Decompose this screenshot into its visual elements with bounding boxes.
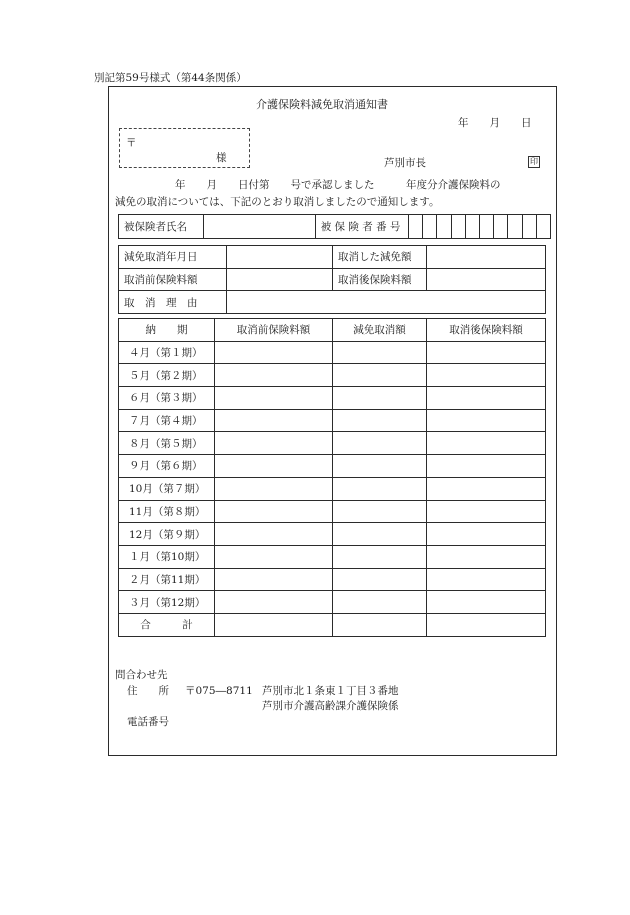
issue-date: 年 月 日 bbox=[458, 117, 532, 129]
insured-number-digit[interactable] bbox=[437, 215, 451, 239]
cell[interactable] bbox=[333, 455, 427, 478]
cell[interactable] bbox=[333, 500, 427, 523]
postal-mark: 〒 bbox=[126, 137, 137, 149]
address-label: 住 所 bbox=[127, 685, 169, 697]
table-row bbox=[119, 477, 546, 500]
cell[interactable] bbox=[215, 477, 333, 500]
premium-before-field[interactable] bbox=[227, 268, 333, 291]
cell[interactable] bbox=[215, 409, 333, 432]
phone-label: 電話番号 bbox=[127, 716, 169, 728]
period-label: ３月（第12期） bbox=[119, 591, 215, 614]
cell[interactable] bbox=[333, 591, 427, 614]
cell[interactable] bbox=[427, 364, 546, 387]
premium-before-label: 取消前保険料額 bbox=[119, 268, 227, 291]
cell[interactable] bbox=[427, 432, 546, 455]
table-row bbox=[119, 455, 546, 478]
cell[interactable] bbox=[427, 568, 546, 591]
body-text-line1: 年 月 日付第 号で承認しました 年度分介護保険料の bbox=[175, 179, 501, 191]
insured-number-digit[interactable] bbox=[536, 215, 550, 239]
table-row bbox=[119, 246, 546, 269]
cell[interactable] bbox=[427, 591, 546, 614]
table-row bbox=[119, 291, 546, 314]
cell[interactable] bbox=[333, 409, 427, 432]
period-table bbox=[118, 318, 546, 637]
detail-table bbox=[118, 245, 546, 314]
period-label: ５月（第２期） bbox=[119, 364, 215, 387]
cancel-date-field[interactable] bbox=[227, 246, 333, 269]
cell[interactable] bbox=[333, 364, 427, 387]
insured-number-digit[interactable] bbox=[451, 215, 465, 239]
table-row bbox=[119, 500, 546, 523]
cell[interactable] bbox=[333, 477, 427, 500]
cancel-reason-field[interactable] bbox=[227, 291, 546, 314]
cell[interactable] bbox=[215, 341, 333, 364]
addressee-box bbox=[119, 128, 250, 168]
cell[interactable] bbox=[215, 364, 333, 387]
period-label: 10月（第７期） bbox=[119, 477, 215, 500]
table-header-row bbox=[119, 319, 546, 342]
cell[interactable] bbox=[333, 341, 427, 364]
cell[interactable] bbox=[215, 523, 333, 546]
table-row bbox=[119, 341, 546, 364]
table-row bbox=[119, 432, 546, 455]
period-label: 11月（第８期） bbox=[119, 500, 215, 523]
contact-heading: 問合わせ先 bbox=[115, 669, 168, 681]
cell[interactable] bbox=[427, 455, 546, 478]
period-label: ９月（第６期） bbox=[119, 455, 215, 478]
cell[interactable] bbox=[215, 432, 333, 455]
cell[interactable] bbox=[215, 387, 333, 410]
cell[interactable] bbox=[427, 523, 546, 546]
address-line1: 芦別市北１条東１丁目３番地 bbox=[262, 685, 399, 697]
cell[interactable] bbox=[427, 500, 546, 523]
total-row bbox=[119, 613, 546, 636]
form-label: 別記第59号様式（第44条関係） bbox=[94, 72, 247, 84]
cancelled-reduction-field[interactable] bbox=[427, 246, 546, 269]
seal-icon: 印 bbox=[530, 157, 538, 166]
insured-number-label: 被 保 険 者 番 号 bbox=[315, 215, 408, 239]
table-row bbox=[119, 568, 546, 591]
document-title: 介護保険料減免取消通知書 bbox=[256, 98, 388, 111]
insured-name-label: 被保険者氏名 bbox=[119, 215, 204, 239]
table-row bbox=[119, 364, 546, 387]
table-row bbox=[119, 409, 546, 432]
period-label: １月（第10期） bbox=[119, 545, 215, 568]
cell[interactable] bbox=[215, 613, 333, 636]
cell[interactable] bbox=[333, 523, 427, 546]
period-label: ４月（第１期） bbox=[119, 341, 215, 364]
insured-number-digit[interactable] bbox=[465, 215, 479, 239]
table-row bbox=[119, 523, 546, 546]
premium-after-field[interactable] bbox=[427, 268, 546, 291]
cell[interactable] bbox=[427, 477, 546, 500]
cell[interactable] bbox=[215, 500, 333, 523]
premium-after-label: 取消後保険料額 bbox=[333, 268, 427, 291]
column-header: 納 期 bbox=[119, 319, 215, 342]
cell[interactable] bbox=[427, 409, 546, 432]
insured-table bbox=[118, 214, 551, 239]
address-line2: 芦別市介護高齢課介護保険係 bbox=[262, 700, 399, 712]
period-label: 12月（第９期） bbox=[119, 523, 215, 546]
postal-code: 〒075―8711 bbox=[185, 685, 253, 697]
cell[interactable] bbox=[333, 545, 427, 568]
insured-name-field[interactable] bbox=[204, 215, 316, 239]
cell[interactable] bbox=[333, 613, 427, 636]
cell[interactable] bbox=[215, 591, 333, 614]
cancelled-reduction-label: 取消した減免額 bbox=[333, 246, 427, 269]
period-label: ７月（第４期） bbox=[119, 409, 215, 432]
cell[interactable] bbox=[427, 545, 546, 568]
cancel-reason-label: 取 消 理 由 bbox=[119, 291, 227, 314]
insured-number-digit[interactable] bbox=[522, 215, 536, 239]
insured-number-digit[interactable] bbox=[409, 215, 423, 239]
period-label: ８月（第５期） bbox=[119, 432, 215, 455]
insured-number-digit[interactable] bbox=[508, 215, 522, 239]
issuer-name: 芦別市長 bbox=[384, 157, 426, 169]
table-row bbox=[119, 387, 546, 410]
column-header: 取消前保険料額 bbox=[215, 319, 333, 342]
period-label: ２月（第11期） bbox=[119, 568, 215, 591]
period-label: ６月（第３期） bbox=[119, 387, 215, 410]
cell[interactable] bbox=[333, 568, 427, 591]
cell[interactable] bbox=[427, 387, 546, 410]
column-header: 取消後保険料額 bbox=[427, 319, 546, 342]
cell[interactable] bbox=[215, 455, 333, 478]
cancel-date-label: 減免取消年月日 bbox=[119, 246, 227, 269]
cell[interactable] bbox=[215, 545, 333, 568]
total-label: 合 計 bbox=[119, 613, 215, 636]
table-row bbox=[119, 268, 546, 291]
cell[interactable] bbox=[333, 432, 427, 455]
honorific: 様 bbox=[216, 152, 227, 164]
cell[interactable] bbox=[427, 613, 546, 636]
table-row bbox=[119, 591, 546, 614]
cell[interactable] bbox=[333, 387, 427, 410]
cell[interactable] bbox=[215, 568, 333, 591]
insured-number-digit[interactable] bbox=[494, 215, 508, 239]
column-header: 減免取消額 bbox=[333, 319, 427, 342]
cell[interactable] bbox=[427, 341, 546, 364]
table-row bbox=[119, 545, 546, 568]
body-text-line2: 減免の取消については、下記のとおり取消しましたので通知します。 bbox=[115, 196, 440, 208]
insured-number-digit[interactable] bbox=[423, 215, 437, 239]
insured-number-digit[interactable] bbox=[479, 215, 493, 239]
